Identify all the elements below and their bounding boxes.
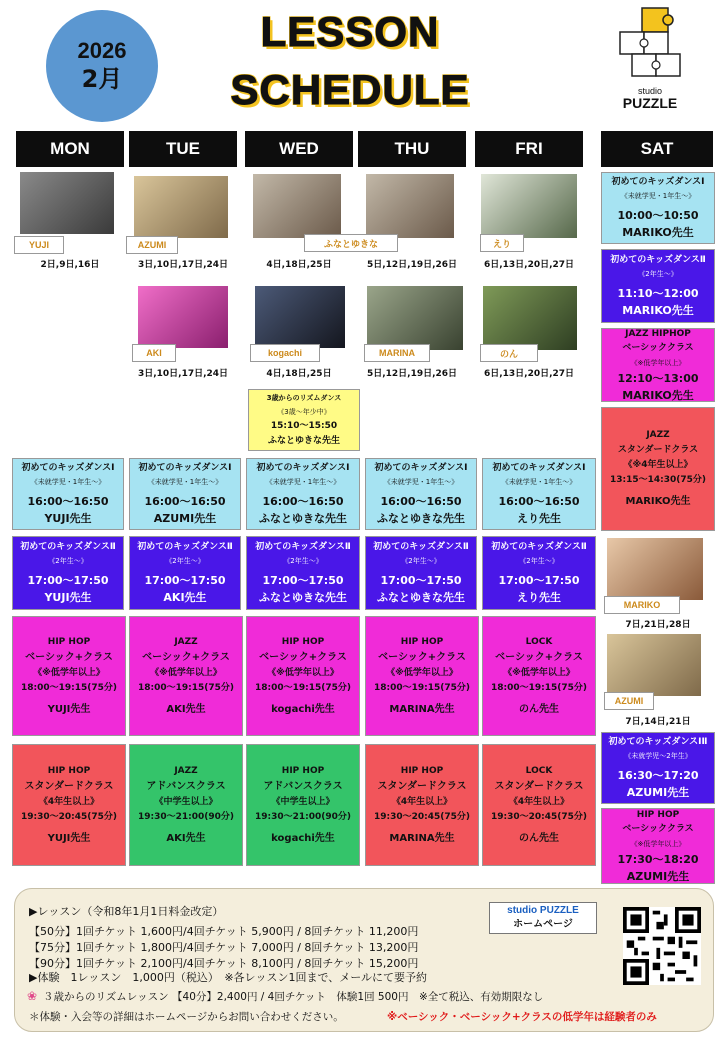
class-genre: HIP HOP <box>47 636 91 647</box>
trial-info: ▶体験 1レッスン 1,000円（税込） ※各レッスン1回まで、メールにて要予約 <box>29 971 428 984</box>
class-teacher: YUJI先生 <box>47 703 91 715</box>
class-time: 16:00～16:50 <box>27 495 109 508</box>
class-name: 初めてのキッズダンスⅡ <box>137 542 233 552</box>
class-genre: LOCK <box>525 765 553 776</box>
class-time: 16:30～17:20 <box>617 769 699 782</box>
class-box-wed-kids2[interactable] <box>246 536 360 610</box>
class-genre: JAZZ HIPHOP <box>625 328 691 339</box>
class-time: 19:30～20:45(75分) <box>490 811 588 822</box>
class-box-sat-kids1[interactable] <box>601 172 715 244</box>
logo-name-text: PUZZLE <box>622 95 678 111</box>
class-time: 18:00～19:15(75分) <box>373 682 471 693</box>
class-sub: 《2年生～》 <box>48 557 88 565</box>
class-sub: 《2年生～》 <box>519 557 559 565</box>
contact-info: ＊体験・入会等の詳細はホームページからお問い合わせください。 <box>29 1011 344 1023</box>
day-header-thu: THU <box>358 131 466 167</box>
class-box-fri-kids1[interactable] <box>482 458 596 530</box>
class-box-fri-kids2[interactable] <box>482 536 596 610</box>
nametag-funato: ふなとゆきな <box>304 234 398 252</box>
class-genre: HIP HOP <box>400 636 444 647</box>
class-genre: HIP HOP <box>636 809 680 820</box>
dates-non: 6日,13日,20日,27日 <box>483 369 575 379</box>
rhythm-info: ３歳からのリズムレッスン 【40分】2,400円 / 4回チケット 体験1回 500円 ※全て税込、有効期限なし <box>43 991 544 1003</box>
class-name: 初めてのキッズダンスⅠ <box>138 463 232 473</box>
class-teacher: AKI先生 <box>166 832 206 844</box>
class-time: 19:30～21:00(90分) <box>137 811 235 822</box>
class-time: 16:00～16:50 <box>262 495 344 508</box>
class-level: ベーシック+クラス <box>378 651 466 663</box>
title-schedule: SCHEDULE <box>230 66 470 113</box>
instructor-photo-azumi-sat <box>607 634 701 696</box>
class-teacher: MARIKO先生 <box>622 226 694 239</box>
nametag-mariko: MARIKO <box>604 596 680 614</box>
nametag-non: のん <box>480 344 538 362</box>
class-genre: HIP HOP <box>281 636 325 647</box>
class-genre: HIP HOP <box>47 765 91 776</box>
class-box-sat-kids2[interactable] <box>601 249 715 323</box>
class-sub: 《※低学年以上》 <box>150 667 222 678</box>
class-sub: 《未就学児・1年生～》 <box>501 478 577 486</box>
class-time: 19:30～20:45(75分) <box>20 811 118 822</box>
class-time: 16:00～16:50 <box>380 495 462 508</box>
class-time: 17:00～17:50 <box>27 574 109 587</box>
dates-yuji: 2日,9日,16日 <box>40 260 100 270</box>
class-level: ベーシック+クラス <box>495 651 583 663</box>
class-sub: 《2年生～》 <box>283 557 323 565</box>
class-box-mon-evening[interactable] <box>12 744 126 866</box>
class-name: 初めてのキッズダンスⅡ <box>610 255 706 265</box>
class-sub: 《※低学年以上》 <box>503 667 575 678</box>
class-box-thu-basicplus[interactable] <box>365 616 479 736</box>
class-sub: 《3歳～年少中》 <box>277 408 331 416</box>
class-teacher: ふなとゆきな先生 <box>267 436 340 446</box>
instructor-photo-azumi <box>134 176 228 238</box>
class-box-fri-evening[interactable] <box>482 744 596 866</box>
class-box-tue-evening[interactable] <box>129 744 243 866</box>
class-box-wed-kids1[interactable] <box>246 458 360 530</box>
puzzle-logo-icon <box>612 6 688 82</box>
class-sub: 《未就学児・1年生～》 <box>265 478 341 486</box>
dates-mariko: 7日,21日,28日 <box>625 620 691 630</box>
title-lesson: LESSON <box>260 8 440 55</box>
price-50: 【50分】1回チケット 1,600円/4回チケット 5,900円 / 8回チケット 11,200円 <box>29 925 419 938</box>
class-time: 18:00～19:15(75分) <box>490 682 588 693</box>
class-level: スタンダードクラス <box>494 780 584 792</box>
instructor-photo-non <box>483 286 577 350</box>
class-sub: 《※低学年以上》 <box>386 667 458 678</box>
instructor-photo-marina <box>367 286 463 350</box>
class-name: 初めてのキッズダンスⅠ <box>21 463 115 473</box>
class-teacher: MARIKO先生 <box>622 388 694 402</box>
class-teacher: MARINA先生 <box>389 703 455 715</box>
class-teacher: AKI先生 <box>163 591 207 604</box>
class-name: 初めてのキッズダンスⅠ <box>492 463 586 473</box>
class-box-thu-evening[interactable] <box>365 744 479 866</box>
instructor-photo-yuji <box>20 172 114 234</box>
class-sub: 《未就学児・1年生～》 <box>383 478 459 486</box>
class-teacher: ふなとゆきな先生 <box>259 591 347 604</box>
class-box-tue-basicplus[interactable] <box>129 616 243 736</box>
instructor-photo-kogachi <box>255 286 345 348</box>
qr-code-icon[interactable] <box>623 907 701 985</box>
dates-funato-wed: 4日,18日,25日 <box>266 260 332 270</box>
nametag-marina: MARINA <box>364 344 430 362</box>
class-level: ベーシック+クラス <box>142 651 230 663</box>
class-teacher: のん先生 <box>519 703 559 715</box>
year-label: 2026 <box>77 38 127 63</box>
class-time: 18:00～19:15(75分) <box>254 682 352 693</box>
instructor-photo-eri <box>481 174 577 238</box>
class-time: 12:10～13:00 <box>617 371 699 385</box>
class-teacher: AKI先生 <box>166 703 206 715</box>
class-box-sat-kids12[interactable] <box>601 732 715 804</box>
class-teacher: ふなとゆきな先生 <box>377 512 465 525</box>
nametag-eri: えり <box>480 234 524 252</box>
class-level: スタンダードクラス <box>617 445 699 455</box>
class-sub: 《2年生～》 <box>165 557 205 565</box>
class-time: 18:00～19:15(75分) <box>137 682 235 693</box>
class-teacher: AZUMI先生 <box>626 869 690 883</box>
class-sub: 《中学生以上》 <box>271 796 335 807</box>
day-header-sat: SAT <box>601 131 713 167</box>
lesson-heading: ▶レッスン（令和8年1月1日料金改定） <box>29 905 224 918</box>
class-box-mon-kids2[interactable] <box>12 536 124 610</box>
class-time: 10:00～10:50 <box>617 209 699 222</box>
class-time: 17:30～18:20 <box>617 852 699 866</box>
class-box-thu-kids1[interactable] <box>365 458 477 530</box>
class-genre: JAZZ <box>174 636 198 647</box>
studio-logo <box>612 6 688 122</box>
note-red: ※ベーシック・ベーシック+クラスの低学年は経験者のみ <box>387 1011 657 1023</box>
class-level: ベーシック+クラス <box>25 651 113 663</box>
class-teacher: MARINA先生 <box>389 832 455 844</box>
price-90: 【90分】1回チケット 2,100円/4回チケット 8,100円 / 8回チケット 15,200円 <box>29 957 419 970</box>
class-name: 初めてのキッズダンスⅠ <box>256 463 350 473</box>
class-time: 19:30～21:00(90分) <box>254 811 352 822</box>
price-info-panel <box>14 888 714 1032</box>
class-level: スタンダードクラス <box>377 780 467 792</box>
month-label: 2月 <box>81 65 123 93</box>
logo-studio-text: studio <box>637 86 663 96</box>
class-name: 初めてのキッズダンスⅠ <box>374 463 468 473</box>
nametag-yuji: YUJI <box>14 236 64 254</box>
class-time: 17:00～17:50 <box>380 574 462 587</box>
class-sub: 《2年生～》 <box>401 557 441 565</box>
class-box-sat-hiphop[interactable] <box>601 808 715 884</box>
class-box-mon-kids1[interactable] <box>12 458 124 530</box>
instructor-photo-funato-thu <box>366 174 454 238</box>
class-time: 13:15～14:30(75分) <box>609 475 707 485</box>
class-teacher: kogachi先生 <box>271 703 335 715</box>
class-teacher: YUJI先生 <box>44 591 92 604</box>
class-sub: 《4年生以上》 <box>391 796 453 807</box>
month-badge <box>46 10 158 122</box>
class-sub: 《未就学児～2年生》 <box>624 752 692 760</box>
class-level: アドバンスクラス <box>146 780 226 792</box>
class-level: ベーシック+クラス <box>259 651 347 663</box>
class-time: 17:00～17:50 <box>498 574 580 587</box>
nametag-azumi: AZUMI <box>126 236 178 254</box>
class-teacher: のん先生 <box>519 832 559 844</box>
class-sub: 《中学生以上》 <box>154 796 218 807</box>
class-time: 18:00～19:15(75分) <box>20 682 118 693</box>
dates-funato-thu: 5日,12日,19日,26日 <box>366 260 458 270</box>
day-header-fri: FRI <box>475 131 583 167</box>
class-box-mon-basicplus[interactable] <box>12 616 126 736</box>
class-box-thu-kids2[interactable] <box>365 536 477 610</box>
class-teacher: YUJI先生 <box>47 832 91 844</box>
class-level: スタンダードクラス <box>24 780 114 792</box>
class-time: 16:00～16:50 <box>144 495 226 508</box>
class-name: 初めてのキッズダンスⅡ <box>255 542 351 552</box>
class-time: 15:10～15:50 <box>270 421 338 431</box>
flower-icon: ❀ <box>27 989 38 1003</box>
class-box-wed-evening[interactable] <box>246 744 360 866</box>
class-time: 19:30～20:45(75分) <box>373 811 471 822</box>
dates-aki: 3日,10日,17日,24日 <box>137 369 229 379</box>
nametag-kogachi: kogachi <box>250 344 320 362</box>
dates-eri: 6日,13日,20日,27日 <box>483 260 575 270</box>
class-sub: 《未就学児・1年生～》 <box>620 192 696 200</box>
class-time: 11:10～12:00 <box>617 287 699 300</box>
class-level: ベーシッククラス <box>622 342 694 353</box>
instructor-photo-funato-wed <box>253 174 341 238</box>
class-sub: 《※低学年以上》 <box>630 358 686 367</box>
day-header-mon: MON <box>16 131 124 167</box>
class-name: 初めてのキッズダンスⅠ <box>611 177 705 187</box>
instructor-photo-aki <box>138 286 228 348</box>
nametag-azumi-sat: AZUMI <box>604 692 654 710</box>
class-teacher: ふなとゆきな先生 <box>259 512 347 525</box>
class-sub: 《※4年生以上》 <box>623 460 693 470</box>
class-box-tue-kids2[interactable] <box>129 536 241 610</box>
class-teacher: ふなとゆきな先生 <box>377 591 465 604</box>
class-teacher: MARIKO先生 <box>622 304 694 317</box>
class-sub: 《未就学児・1年生～》 <box>147 478 223 486</box>
dates-kogachi: 4日,18日,25日 <box>266 369 332 379</box>
dates-marina: 5日,12日,19日,26日 <box>366 369 458 379</box>
instructor-photo-mariko <box>607 538 703 600</box>
class-level: アドバンスクラス <box>263 780 343 792</box>
class-teacher: AZUMI先生 <box>626 786 690 799</box>
class-sub: 《未就学児・1年生～》 <box>30 478 106 486</box>
class-box-sat-jazz[interactable] <box>601 407 715 531</box>
class-genre: JAZZ <box>174 765 198 776</box>
class-name: 初めてのキッズダンスⅠⅡ <box>608 737 708 747</box>
class-sub: 《2年生～》 <box>638 270 678 278</box>
class-sub: 《4年生以上》 <box>38 796 100 807</box>
class-teacher: えり先生 <box>517 512 561 525</box>
class-time: 17:00～17:50 <box>144 574 226 587</box>
class-name: 初めてのキッズダンスⅡ <box>20 542 116 552</box>
class-genre: HIP HOP <box>281 765 325 776</box>
class-name: 3歳からのリズムダンス <box>266 394 342 402</box>
class-time: 16:00～16:50 <box>498 495 580 508</box>
dates-azumi: 3日,10日,17日,24日 <box>137 260 229 270</box>
class-sub: 《※低学年以上》 <box>630 839 686 848</box>
nametag-aki: AKI <box>132 344 176 362</box>
class-genre: LOCK <box>525 636 553 647</box>
homepage-label-studio: studio PUZZLE <box>507 905 579 916</box>
class-teacher: MARIKO先生 <box>625 496 691 507</box>
class-name: 初めてのキッズダンスⅡ <box>491 542 587 552</box>
class-teacher: YUJI先生 <box>44 512 92 525</box>
class-box-wed-basicplus[interactable] <box>246 616 360 736</box>
class-genre: HIP HOP <box>400 765 444 776</box>
day-header-wed: WED <box>245 131 353 167</box>
class-box-tue-kids1[interactable] <box>129 458 241 530</box>
price-75: 【75分】1回チケット 1,800円/4回チケット 7,000円 / 8回チケット 13,200円 <box>29 941 419 954</box>
class-box-fri-basicplus[interactable] <box>482 616 596 736</box>
day-header-tue: TUE <box>129 131 237 167</box>
class-time: 17:00～17:50 <box>262 574 344 587</box>
class-box-sat-jazzhiphop[interactable] <box>601 328 715 402</box>
class-level: ベーシッククラス <box>622 823 694 834</box>
class-sub: 《4年生以上》 <box>508 796 570 807</box>
class-teacher: AZUMI先生 <box>153 512 217 525</box>
class-name: 初めてのキッズダンスⅡ <box>373 542 469 552</box>
class-box-wed-rhythm[interactable] <box>248 389 360 451</box>
class-genre: JAZZ <box>646 430 670 440</box>
homepage-label[interactable] <box>489 902 597 934</box>
class-teacher: kogachi先生 <box>271 832 335 844</box>
homepage-label-text: ホームページ <box>513 919 573 930</box>
class-sub: 《※低学年以上》 <box>267 667 339 678</box>
class-sub: 《※低学年以上》 <box>33 667 105 678</box>
dates-azumi-sat: 7日,14日,21日 <box>625 717 691 727</box>
class-teacher: えり先生 <box>517 591 561 604</box>
